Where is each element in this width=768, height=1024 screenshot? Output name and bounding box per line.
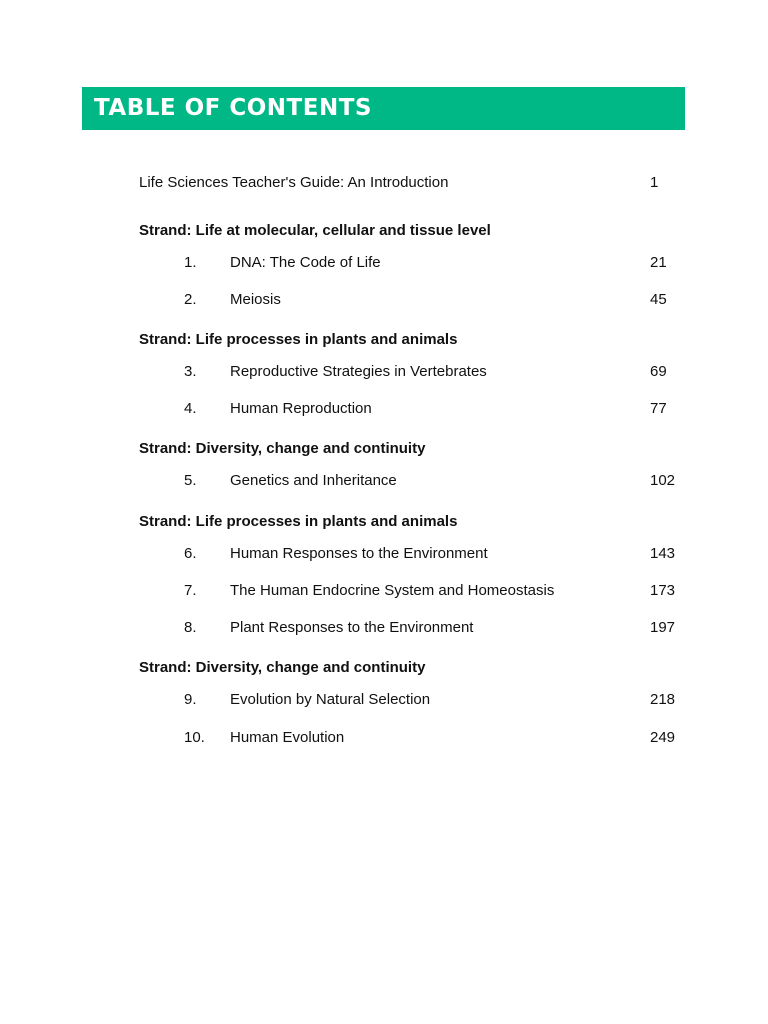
toc-entry-title: The Human Endocrine System and Homeostasis [230,582,555,599]
toc-page-number: 77 [650,400,667,417]
toc-page-number: 197 [650,619,676,636]
toc-page-number: 1 [650,174,659,191]
toc-entry-number: 2. [184,291,197,308]
toc-entry-title: Meiosis [230,291,281,308]
strand-label: Strand: Diversity, change and continuity [139,659,426,676]
strand-label: Strand: Life processes in plants and animals [139,331,458,348]
strand-label: Strand: Diversity, change and continuity [139,440,426,457]
toc-page-number: 21 [650,254,667,271]
strand-label: Strand: Life at molecular, cellular and tissue level [139,222,491,239]
toc-page-number: 249 [650,729,676,746]
toc-entry-number: 1. [184,254,197,271]
toc-entry-title: Human Reproduction [230,400,372,417]
toc-entry-title: Plant Responses to the Environment [230,619,474,636]
page-title: TABLE OF CONTENTS [94,95,372,121]
toc-entry-number: 3. [184,363,197,380]
toc-entry-title: Genetics and Inheritance [230,472,397,489]
toc-entry-number: 8. [184,619,197,636]
toc-entry-number: 4. [184,400,197,417]
toc-entry-title: Human Responses to the Environment [230,545,488,562]
title-banner [82,87,685,130]
toc-entry-title: Evolution by Natural Selection [230,691,431,708]
toc-entry-title: Human Evolution [230,729,345,746]
toc-entry-title: Reproductive Strategies in Vertebrates [230,363,487,380]
toc-entry-number: 6. [184,545,197,562]
toc-entry-number: 7. [184,582,197,599]
toc-page-number: 143 [650,545,676,562]
toc-entry-title: Life Sciences Teacher's Guide: An Introduction [139,174,449,191]
toc-page-number: 102 [650,472,676,489]
strand-label: Strand: Life processes in plants and animals [139,513,458,530]
toc-entry-number: 9. [184,691,197,708]
toc-page-number: 69 [650,363,667,380]
toc-page-number: 218 [650,691,676,708]
toc-entry-number: 5. [184,472,197,489]
toc-entry-title: DNA: The Code of Life [230,254,381,271]
toc-page-number: 173 [650,582,676,599]
toc-entry-number: 10. [184,729,205,746]
toc-page-number: 45 [650,291,667,308]
